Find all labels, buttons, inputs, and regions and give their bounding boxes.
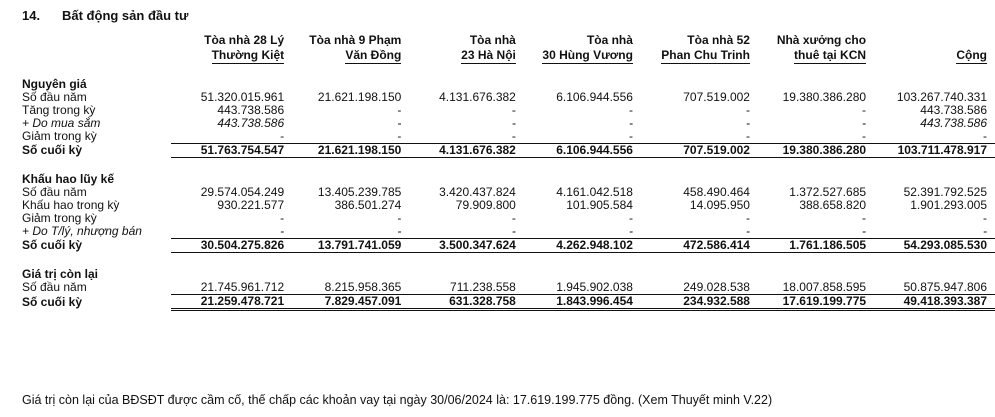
table-row: [22, 212, 995, 225]
column-header-line-1: [874, 33, 995, 48]
header-row-2: [22, 48, 995, 63]
value-cell: 3.420.437.824: [439, 185, 516, 199]
total-row: [22, 144, 995, 158]
value-cell: 103.711.478.917: [874, 144, 995, 158]
row-label: Giảm trong kỳ: [22, 211, 97, 225]
value-cell: 4.262.948.102: [524, 239, 641, 253]
row-label: Số cuối kỳ: [22, 238, 83, 252]
row-label: Số đầu năm: [22, 280, 87, 295]
value-cell: 443.738.586: [217, 103, 285, 117]
value-cell: 14.095.950: [689, 198, 750, 212]
value-cell: 21.745.961.712: [171, 281, 293, 295]
value-cell: -: [171, 130, 293, 144]
value-cell: 707.519.002: [683, 90, 750, 104]
row-label: Tăng trong kỳ: [22, 103, 96, 117]
value-cell: -: [280, 211, 285, 225]
column-header-line-2: 23 Hà Nội: [461, 48, 516, 62]
value-cell: -: [758, 225, 874, 239]
value-cell: 458.490.464: [683, 185, 750, 199]
investment-property-table: [22, 33, 995, 311]
table-header: [22, 33, 995, 63]
value-cell: -: [745, 211, 750, 225]
spacer-cell: [22, 63, 995, 78]
value-cell: -: [628, 211, 633, 225]
row-label: Số cuối kỳ: [22, 294, 83, 309]
value-cell: 17.619.199.775: [758, 295, 874, 310]
value-cell: -: [397, 103, 402, 117]
value-cell: 19.380.386.280: [758, 144, 874, 158]
row-label: Khấu hao trong kỳ: [22, 198, 120, 212]
value-cell: 1.945.902.038: [524, 281, 641, 295]
column-header-line-2: Cộng: [956, 48, 987, 62]
column-header-cell: [409, 48, 524, 63]
value-cell: 4.131.676.382: [439, 90, 516, 104]
spacer-row: [22, 158, 995, 174]
value-cell: 21.621.198.150: [317, 90, 402, 104]
value-cell: -: [409, 225, 524, 239]
column-header-cell: [524, 48, 641, 63]
header-label-cell: [22, 48, 171, 63]
row-label: + Do mua sắm: [22, 116, 101, 130]
section-number: 14.: [22, 8, 41, 23]
value-cell: 1.761.186.505: [758, 239, 874, 253]
value-cell: -: [758, 130, 874, 144]
spacer-cell: [22, 253, 995, 269]
section-heading: [22, 8, 188, 23]
value-cell: 443.738.586: [920, 116, 987, 130]
value-cell: -: [511, 116, 516, 130]
value-cell: -: [524, 225, 641, 239]
value-cell: 443.738.586: [920, 103, 987, 117]
value-cell: 7.829.457.091: [292, 295, 409, 310]
table-row: [22, 281, 995, 295]
total-row: [22, 295, 995, 310]
value-cell: -: [874, 225, 995, 239]
spacer-cell: [22, 158, 995, 174]
value-cell: 388.658.820: [799, 198, 867, 212]
column-header-line-2: Văn Đồng: [345, 48, 402, 62]
value-cell: -: [745, 116, 750, 130]
column-header-line-1: Tòa nhà: [586, 33, 633, 47]
value-cell: -: [292, 130, 409, 144]
total-row: [22, 239, 995, 253]
section-title: Khấu hao lũy kế: [22, 172, 115, 186]
value-cell: 1.372.527.685: [789, 185, 867, 199]
value-cell: 4.131.676.382: [409, 144, 524, 158]
column-header-cell: [758, 48, 874, 63]
value-cell: 52.391.792.525: [903, 185, 987, 199]
value-cell: 79.909.800: [455, 198, 516, 212]
column-header-line-1: Nhà xưởng cho: [776, 33, 867, 47]
value-cell: 443.738.586: [217, 116, 285, 130]
value-cell: -: [292, 225, 409, 239]
value-cell: 103.267.740.331: [896, 90, 987, 104]
value-cell: 386.501.274: [334, 198, 402, 212]
value-cell: 49.418.393.387: [874, 295, 995, 310]
value-cell: 30.504.275.826: [171, 239, 293, 253]
value-cell: -: [745, 103, 750, 117]
value-cell: 13.405.239.785: [317, 185, 402, 199]
header-label-cell: [22, 33, 171, 48]
value-cell: 19.380.386.280: [782, 90, 867, 104]
column-header-line-1: Tòa nhà: [469, 33, 516, 47]
value-cell: 249.028.538: [641, 281, 758, 295]
value-cell: -: [874, 130, 995, 144]
value-cell: -: [983, 211, 987, 225]
column-header-line-1: Tòa nhà 9 Phạm: [309, 33, 402, 47]
value-cell: 101.905.584: [566, 198, 633, 212]
column-header-line-2: Phan Chu Trinh: [661, 48, 750, 62]
value-cell: 631.328.758: [409, 295, 524, 310]
header-row-1: [22, 33, 995, 48]
section-title: Nguyên giá: [22, 77, 87, 91]
value-cell: 4.161.042.518: [556, 185, 633, 199]
value-cell: 3.500.347.624: [409, 239, 524, 253]
value-cell: 930.221.577: [217, 198, 285, 212]
section-title: Giá trị còn lại: [22, 267, 99, 281]
value-cell: -: [397, 211, 402, 225]
value-cell: 1.843.996.454: [524, 295, 641, 310]
value-cell: 21.259.478.721: [171, 295, 293, 310]
value-cell: 50.875.947.806: [874, 281, 995, 295]
value-cell: 234.932.588: [641, 295, 758, 310]
column-header-cell: [171, 48, 293, 63]
value-cell: 6.106.944.556: [524, 144, 641, 158]
value-cell: -: [628, 116, 633, 130]
value-cell: 6.106.944.556: [556, 90, 633, 104]
table-row: [22, 91, 995, 104]
value-cell: 29.574.054.249: [200, 185, 285, 199]
table-row: [22, 117, 995, 130]
spacer-row: [22, 63, 995, 78]
spacer-row: [22, 253, 995, 269]
value-cell: -: [511, 211, 516, 225]
section-title: Bất động sản đầu tư: [62, 8, 189, 23]
value-cell: -: [862, 116, 867, 130]
column-header-line-2: thuê tại KCN: [794, 48, 867, 62]
row-label: + Do T/lý, nhượng bán: [22, 224, 142, 239]
value-cell: 51.763.754.547: [171, 144, 293, 158]
value-cell: 8.215.958.365: [292, 281, 409, 295]
value-cell: 1.901.293.005: [910, 198, 987, 212]
column-header-line-2: Thường Kiệt: [211, 48, 285, 62]
value-cell: -: [862, 211, 867, 225]
value-cell: -: [862, 103, 867, 117]
row-label: Số đầu năm: [22, 90, 87, 104]
value-cell: -: [524, 130, 641, 144]
value-cell: -: [628, 103, 633, 117]
value-cell: -: [641, 130, 758, 144]
value-cell: -: [641, 225, 758, 239]
value-cell: 54.293.085.530: [874, 239, 995, 253]
value-cell: -: [171, 225, 293, 239]
value-cell: -: [409, 130, 524, 144]
value-cell: 13.791.741.059: [292, 239, 409, 253]
row-label: Số đầu năm: [22, 185, 87, 199]
column-header-cell: [641, 48, 758, 63]
value-cell: 707.519.002: [641, 144, 758, 158]
table-row: [22, 130, 995, 144]
column-header-cell: [292, 48, 409, 63]
table-row: [22, 104, 995, 117]
table-body: [22, 63, 995, 310]
column-header-line-1: Tòa nhà 52: [687, 33, 750, 47]
value-cell: 472.586.414: [641, 239, 758, 253]
value-cell: 711.238.558: [409, 281, 524, 295]
row-label: Giảm trong kỳ: [22, 129, 97, 144]
value-cell: 21.621.198.150: [292, 144, 409, 158]
table-row: [22, 199, 995, 212]
value-cell: -: [397, 116, 402, 130]
footnote: Giá trị còn lại của BĐSĐT được cầm cố, thế chấp các khoản vay tại ngày 30/06/2024 là: 17.619.199.775 đồng. (Xem Thuyết minh V.22): [22, 393, 773, 407]
value-cell: 18.007.858.595: [758, 281, 874, 295]
column-header-line-2: 30 Hùng Vương: [542, 48, 633, 62]
column-header-line-1: Tòa nhà 28 Lý: [204, 33, 285, 47]
value-cell: -: [511, 103, 516, 117]
value-cell: 51.320.015.961: [200, 90, 285, 104]
row-label: Số cuối kỳ: [22, 143, 83, 157]
table-row: [22, 225, 995, 239]
column-header-cell: [874, 48, 995, 63]
